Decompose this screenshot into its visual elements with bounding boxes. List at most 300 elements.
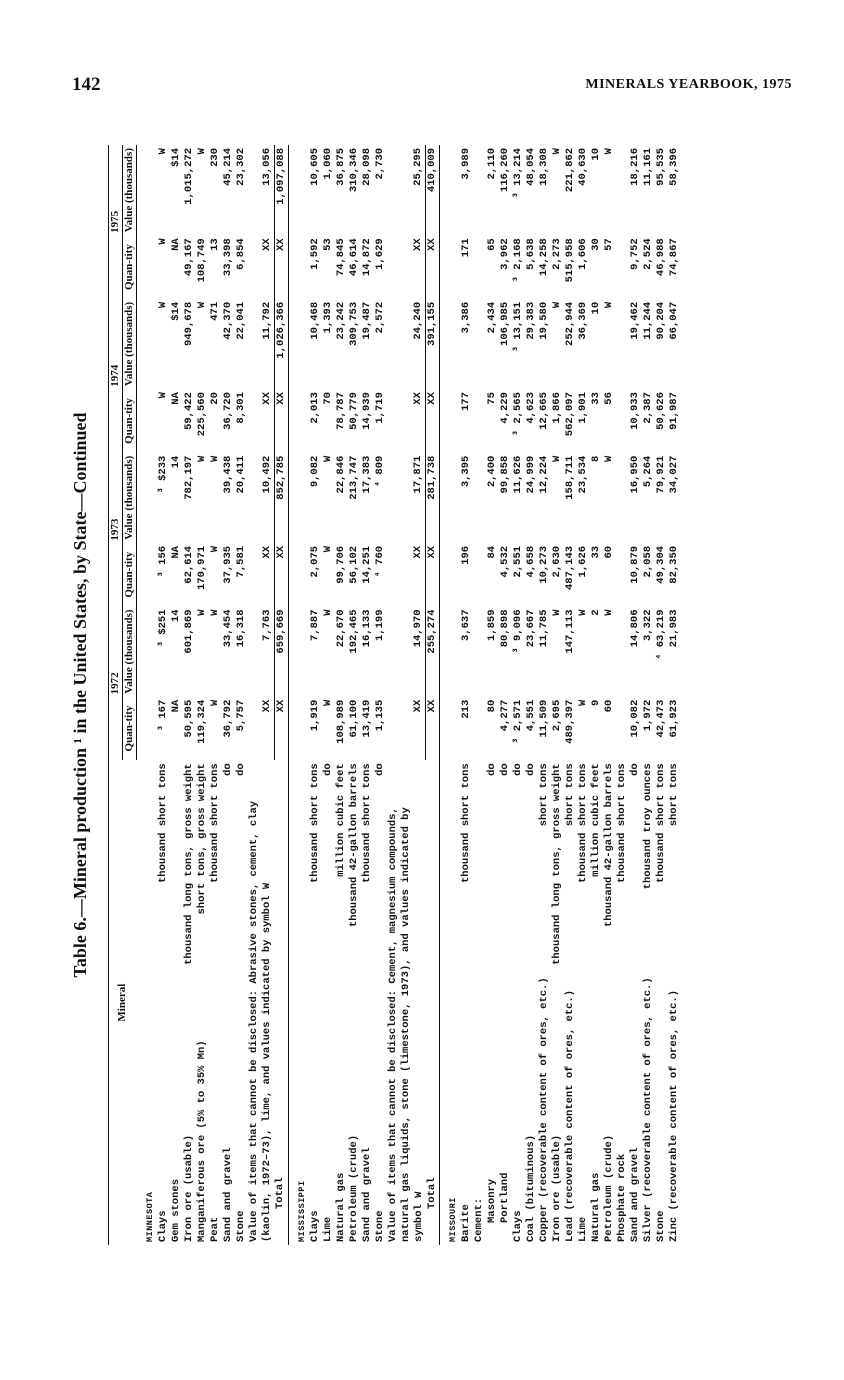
value-cell: 255,274 <box>426 606 440 696</box>
value-cell: 34,027 <box>668 455 680 494</box>
table-row <box>274 145 288 1245</box>
mineral-name: Barite <box>460 1204 472 1242</box>
value-cell: 19,462 <box>629 301 641 340</box>
table-row <box>248 145 274 1245</box>
quantity-header: Quan-tity <box>123 543 137 607</box>
value-header: Value (thousands) <box>123 606 137 696</box>
mineral-name: Iron ore (usable) <box>551 1134 563 1242</box>
quantity-cell: 12,665 <box>538 392 550 430</box>
mineral-cell <box>361 760 374 1245</box>
mineral-name: Sand and gravel <box>222 1147 234 1242</box>
mineral-cell <box>374 760 387 1245</box>
value-cell: W <box>321 609 334 616</box>
mineral-cell <box>196 760 209 1245</box>
unit-label: thousand long tons, gross weight <box>551 763 563 965</box>
unit-label: thousand short tons <box>577 763 589 884</box>
value-cell: 23,667 <box>525 609 537 648</box>
mineral-cell <box>309 760 322 1245</box>
value-cell: 1,060 <box>321 148 334 180</box>
unit-label: thousand long tons, gross weight <box>183 763 195 965</box>
quantity-cell: 1,972 <box>642 699 654 732</box>
value-cell: 391,155 <box>426 299 440 389</box>
mineral-cell <box>460 760 473 1245</box>
quantity-cell: 2,058 <box>642 545 654 578</box>
table-row <box>564 145 577 1245</box>
quantity-cell: 84 <box>486 545 498 559</box>
state-name: MISSISSIPPI <box>296 1180 307 1242</box>
table-row <box>222 145 235 1245</box>
value-cell: W <box>551 609 563 616</box>
table-row <box>387 145 426 1245</box>
table-row <box>473 145 486 1245</box>
value-cell: 23,302 <box>235 148 247 186</box>
quantity-cell: W <box>321 545 334 553</box>
quantity-cell: 46,988 <box>655 238 667 277</box>
quantity-cell: 33 <box>590 392 602 405</box>
mineral-name: Total <box>425 1177 438 1209</box>
quantity-cell: 4,277 <box>499 699 511 732</box>
mineral-cell <box>335 760 348 1245</box>
quantity-cell: 1,919 <box>308 699 321 732</box>
quantity-cell: 10,273 <box>538 545 550 584</box>
table-row <box>642 145 655 1245</box>
mineral-name: Clays <box>308 1210 321 1242</box>
value-cell: 221,862 <box>564 148 576 193</box>
quantity-cell: XX <box>260 392 273 405</box>
mineral-name: Portland <box>499 1172 511 1223</box>
quantity-cell: 10,082 <box>629 699 641 738</box>
unit-label: do <box>486 763 498 776</box>
value-cell: 36,875 <box>334 148 347 186</box>
quantity-cell: 50,626 <box>655 392 667 430</box>
unit-label: short tons <box>538 763 550 827</box>
quantity-cell: 36,720 <box>222 392 234 430</box>
unit-label: thousand short tons <box>209 763 221 884</box>
value-header: Value (thousands) <box>123 145 137 235</box>
quantity-cell: 14,251 <box>360 545 373 584</box>
value-cell: W <box>209 455 221 462</box>
table-row <box>235 145 248 1245</box>
value-cell: W <box>157 148 169 155</box>
table-body <box>137 145 682 1245</box>
mineral-name: Stone <box>373 1210 386 1242</box>
value-cell: W <box>157 301 169 309</box>
unit-label: short tons, gross weight <box>196 763 208 915</box>
quantity-cell: 1,629 <box>373 238 386 270</box>
value-cell: 22,846 <box>334 455 347 494</box>
value-cell: 213,747 <box>347 455 360 500</box>
quantity-cell: ³ 156 <box>157 545 169 578</box>
quantity-cell: 562,097 <box>564 392 576 437</box>
mineral-cell <box>577 760 590 1245</box>
year-header: 1975 <box>109 145 123 299</box>
value-cell: 23,534 <box>577 455 589 494</box>
quantity-cell: 2,551 <box>512 545 524 578</box>
value-cell <box>473 145 486 235</box>
mineral-cell <box>512 760 525 1245</box>
value-cell: 48,054 <box>525 148 537 186</box>
value-header: Value (thousands) <box>123 299 137 389</box>
quantity-cell: 10,933 <box>629 392 641 430</box>
value-cell: 17,871 <box>412 455 424 494</box>
unit-label: thousand troy ounces <box>642 763 654 890</box>
table-row <box>374 145 387 1245</box>
quantity-cell: 9,752 <box>629 238 641 270</box>
mineral-name: Lead (recoverable content of ores, etc.) <box>564 989 576 1242</box>
value-cell: 14,806 <box>629 609 641 648</box>
value-cell: 24,240 <box>412 301 424 340</box>
value-cell: 11,792 <box>260 301 273 340</box>
value-cell: ³ $233 <box>157 455 169 494</box>
table-row <box>426 145 440 1245</box>
value-cell: 11,161 <box>642 148 654 186</box>
mineral-name: Petroleum (crude) <box>347 1134 360 1242</box>
quantity-cell: 36,792 <box>222 699 234 738</box>
quantity-cell: 91,987 <box>668 392 680 430</box>
table-row <box>577 145 590 1245</box>
value-cell: 24,999 <box>525 455 537 494</box>
quantity-cell: W <box>157 392 169 399</box>
value-cell: 10,605 <box>308 148 321 186</box>
mineral-column-header: Mineral <box>116 983 129 1022</box>
quantity-cell: ⁴ 760 <box>373 545 386 578</box>
quantity-cell <box>616 235 629 299</box>
table-row <box>196 145 209 1245</box>
value-cell: W <box>603 455 615 462</box>
table-row <box>525 145 538 1245</box>
mineral-cell <box>590 760 603 1245</box>
quantity-cell: 99,706 <box>334 545 347 584</box>
value-cell: 1,097,088 <box>274 145 288 235</box>
value-cell: 3,386 <box>460 301 472 334</box>
quantity-cell: 46,614 <box>347 238 360 277</box>
unit-label: do <box>321 763 334 776</box>
value-cell: W <box>196 148 208 155</box>
value-cell: 45,214 <box>222 148 234 186</box>
quantity-cell: 74,845 <box>334 238 347 277</box>
quantity-cell: 50,779 <box>347 392 360 430</box>
value-cell: 14 <box>170 609 182 623</box>
quantity-cell: 2,630 <box>551 545 563 578</box>
value-cell <box>473 299 486 389</box>
unit-label: do <box>373 763 386 776</box>
value-cell <box>616 453 629 543</box>
table-row <box>209 145 222 1245</box>
quantity-cell: XX <box>412 699 424 713</box>
table-row <box>655 145 668 1245</box>
value-cell: 22,041 <box>235 301 247 340</box>
quantity-cell: 4,623 <box>525 392 537 424</box>
quantity-cell: 49,167 <box>183 238 195 277</box>
mineral-name: Stone <box>235 1210 247 1242</box>
quantity-cell: 33,398 <box>222 238 234 277</box>
value-cell: 11,626 <box>512 455 524 494</box>
mineral-name: Peat <box>209 1216 221 1242</box>
table-row <box>322 145 335 1245</box>
mineral-cell <box>209 760 222 1245</box>
quantity-cell <box>473 235 486 299</box>
mineral-name: Clays <box>512 1210 524 1242</box>
mineral-name: Coal (bituminous) <box>525 1134 537 1242</box>
value-cell: 18,216 <box>629 148 641 186</box>
unit-label: thousand short tons <box>308 763 321 884</box>
quantity-cell: NA <box>170 699 182 713</box>
value-cell: 95,535 <box>655 148 667 186</box>
year-header: 1974 <box>109 299 123 453</box>
quantity-cell: 7,581 <box>235 545 247 578</box>
value-cell: W <box>551 301 563 309</box>
unit-label: thousand short tons <box>360 763 373 884</box>
quantity-cell: 225,560 <box>196 392 208 437</box>
value-cell: 2,572 <box>373 301 386 334</box>
table-row <box>603 145 616 1245</box>
value-cell: 7,763 <box>260 609 273 641</box>
quantity-header: Quan-tity <box>123 697 137 761</box>
mineral-name: Total <box>274 1177 287 1209</box>
mineral-name: Iron ore (usable) <box>183 1134 195 1242</box>
quantity-cell: XX <box>274 543 288 607</box>
quantity-header: Quan-tity <box>123 235 137 299</box>
quantity-cell: 61,923 <box>668 699 680 738</box>
quantity-cell: W <box>157 238 169 245</box>
quantity-cell: 14,872 <box>360 238 373 277</box>
value-cell: 14,970 <box>412 609 424 648</box>
mineral-cell <box>348 760 361 1245</box>
state-name: MISSOURI <box>448 1197 458 1242</box>
value-cell: W <box>603 609 615 616</box>
mineral-cell <box>668 760 681 1245</box>
quantity-cell: 489,397 <box>564 699 576 744</box>
mineral-name: Clays <box>157 1210 169 1242</box>
value-cell: 28,098 <box>360 148 373 186</box>
quantity-cell: ³ 167 <box>157 699 169 732</box>
mineral-name: Value of items that cannot be disclosed: Cement, magnesium compounds, natural gas liquids, stone (limestone, 1973), and values indicated by symbol W <box>386 807 425 1242</box>
value-cell: 471 <box>209 301 221 321</box>
value-cell: 106,985 <box>499 301 511 346</box>
mineral-cell <box>564 760 577 1245</box>
value-cell: 3,637 <box>460 609 472 641</box>
value-cell: 23,242 <box>334 301 347 340</box>
quantity-cell <box>473 697 486 761</box>
quantity-cell: NA <box>170 238 182 251</box>
mineral-cell <box>248 760 274 1245</box>
quantity-cell: 33 <box>590 545 602 559</box>
mineral-cell <box>387 760 426 1245</box>
value-cell: ³ 9,096 <box>512 609 524 654</box>
quantity-cell <box>473 389 486 453</box>
value-cell: 8 <box>590 455 602 462</box>
quantity-cell: XX <box>412 392 424 405</box>
mineral-name: Value of items that cannot be disclosed: Abrasive stones, cement, clay (kaolin, 1972–73), lime, and values indicated by symbol W <box>248 800 273 1242</box>
value-cell: ³ $251 <box>157 609 169 648</box>
mineral-cell <box>274 760 288 1245</box>
value-cell: W <box>321 455 334 462</box>
value-cell: 2,110 <box>486 148 498 180</box>
value-cell: 281,738 <box>426 453 440 543</box>
value-cell: 10,468 <box>308 301 321 340</box>
unit-label: do <box>222 763 234 776</box>
quantity-cell: 487,143 <box>564 545 576 591</box>
value-cell: ³ 13,151 <box>512 301 524 353</box>
mineral-name: Stone <box>655 1210 667 1242</box>
mineral-name: Natural gas <box>334 1172 347 1242</box>
quantity-cell: XX <box>426 697 440 761</box>
quantity-cell: XX <box>426 389 440 453</box>
quantity-cell: 170,971 <box>196 545 208 591</box>
quantity-cell: W <box>209 699 221 707</box>
mineral-cell <box>655 760 668 1245</box>
value-cell: 11,244 <box>642 301 654 340</box>
page-number: 142 <box>72 74 101 95</box>
value-cell: 2,400 <box>486 455 498 488</box>
table-row <box>309 145 322 1245</box>
quantity-cell: 171 <box>460 238 472 258</box>
value-cell: 42,370 <box>222 301 234 340</box>
quantity-cell: 1,135 <box>373 699 386 732</box>
mineral-cell <box>629 760 642 1245</box>
mineral-name: Silver (recoverable content of ores, etc.) <box>642 977 654 1242</box>
mineral-cell <box>426 760 440 1245</box>
mineral-name: Cement: <box>473 1197 485 1242</box>
quantity-cell <box>616 389 629 453</box>
quantity-cell: 5,757 <box>235 699 247 732</box>
mineral-name: Sand and gravel <box>360 1147 373 1242</box>
value-cell: W <box>551 455 563 462</box>
value-cell: 19,487 <box>360 301 373 340</box>
quantity-cell: 119,324 <box>196 699 208 744</box>
value-cell <box>473 453 486 543</box>
quantity-cell: 3,962 <box>499 238 511 270</box>
table-row <box>348 145 361 1245</box>
value-cell: 1,859 <box>486 609 498 641</box>
quantity-cell: 2,524 <box>642 238 654 270</box>
quantity-cell: 1,719 <box>373 392 386 424</box>
quantity-cell: 57 <box>603 238 615 251</box>
quantity-cell: XX <box>260 699 273 713</box>
mineral-cell <box>235 760 248 1245</box>
value-cell: 192,465 <box>347 609 360 654</box>
rotated-table-block <box>70 145 760 1245</box>
table-row <box>486 145 499 1245</box>
value-cell: 10 <box>590 148 602 161</box>
quantity-cell: 80 <box>486 699 498 713</box>
value-cell: 310,346 <box>347 148 360 193</box>
value-cell: 20,411 <box>235 455 247 494</box>
quantity-cell: 42,473 <box>655 699 667 738</box>
value-cell <box>616 145 629 235</box>
value-cell: W <box>577 609 589 616</box>
value-cell: 13,056 <box>260 148 273 186</box>
quantity-cell: 53 <box>321 238 334 251</box>
quantity-cell: 4,532 <box>499 545 511 578</box>
quantity-cell: XX <box>412 238 424 251</box>
mineral-name: Zinc (recoverable content of ores, etc.) <box>668 989 680 1242</box>
table-row <box>668 145 681 1245</box>
value-cell: 12,224 <box>538 455 550 494</box>
value-cell: 1,026,366 <box>274 299 288 389</box>
quantity-cell: 1,592 <box>308 238 321 270</box>
quantity-cell: 1,901 <box>577 392 589 424</box>
value-cell: 33,454 <box>222 609 234 648</box>
value-cell: 601,869 <box>183 609 195 654</box>
value-cell: 5,264 <box>642 455 654 488</box>
value-cell: 17,383 <box>360 455 373 494</box>
table-row <box>590 145 603 1245</box>
section-row <box>440 145 461 1245</box>
mineral-cell <box>170 760 183 1245</box>
value-cell: 309,753 <box>347 301 360 346</box>
quantity-cell: 49,304 <box>655 545 667 584</box>
value-cell: $14 <box>170 148 182 167</box>
mineral-name: Masonry <box>486 1178 498 1223</box>
quantity-cell: 13 <box>209 238 221 251</box>
value-cell: 58,396 <box>668 148 680 186</box>
value-cell: 3,989 <box>460 148 472 180</box>
table-row <box>335 145 348 1245</box>
table-row <box>460 145 473 1245</box>
unit-label: million cubic feet <box>334 763 347 877</box>
mineral-name: Manganiferous ore (5% to 35% Mn) <box>196 1040 208 1242</box>
quantity-cell: 62,614 <box>183 545 195 584</box>
quantity-cell: 108,989 <box>334 699 347 744</box>
value-cell: 659,669 <box>274 606 288 696</box>
value-cell: 16,318 <box>235 609 247 648</box>
page-header <box>72 74 792 98</box>
mineral-production-table <box>108 145 681 1245</box>
mineral-cell <box>486 760 499 1245</box>
value-cell: 9,082 <box>308 455 321 488</box>
value-cell: 2,434 <box>486 301 498 334</box>
value-cell: 1,199 <box>373 609 386 641</box>
value-cell: 2,730 <box>373 148 386 180</box>
quantity-cell: 196 <box>460 545 472 565</box>
unit-label: thousand short tons <box>157 763 169 884</box>
quantity-cell: ³ 2,168 <box>512 238 524 283</box>
value-cell: 1,015,272 <box>183 148 195 205</box>
value-cell: W <box>603 148 615 155</box>
quantity-cell: 14,258 <box>538 238 550 277</box>
table-row <box>538 145 551 1245</box>
quantity-cell: 10,879 <box>629 545 641 584</box>
value-cell: W <box>209 609 221 616</box>
value-cell: W <box>551 148 563 155</box>
value-cell: W <box>196 609 208 616</box>
unit-label: short tons <box>668 763 680 827</box>
quantity-cell: 59,422 <box>183 392 195 430</box>
quantity-header: Quan-tity <box>123 389 137 453</box>
quantity-cell: 56,102 <box>347 545 360 584</box>
quantity-cell: ³ 2,565 <box>512 392 524 437</box>
mineral-cell <box>499 760 512 1245</box>
quantity-cell: 60 <box>603 699 615 713</box>
quantity-cell: 108,749 <box>196 238 208 283</box>
quantity-cell: 60 <box>603 545 615 559</box>
unit-label: do <box>525 763 537 776</box>
value-cell: 21,983 <box>668 609 680 648</box>
value-cell: 29,383 <box>525 301 537 340</box>
quantity-cell: 37,935 <box>222 545 234 584</box>
mineral-cell <box>157 760 170 1245</box>
section-row <box>137 145 158 1245</box>
value-cell: 852,785 <box>274 453 288 543</box>
value-cell: 3,322 <box>642 609 654 641</box>
value-cell: 22,670 <box>334 609 347 648</box>
value-cell: 16,133 <box>360 609 373 648</box>
value-cell: 11,785 <box>538 609 550 648</box>
value-cell: W <box>196 301 208 309</box>
mineral-name: Phosphate rock <box>616 1153 628 1242</box>
value-cell: 99,858 <box>499 455 511 494</box>
